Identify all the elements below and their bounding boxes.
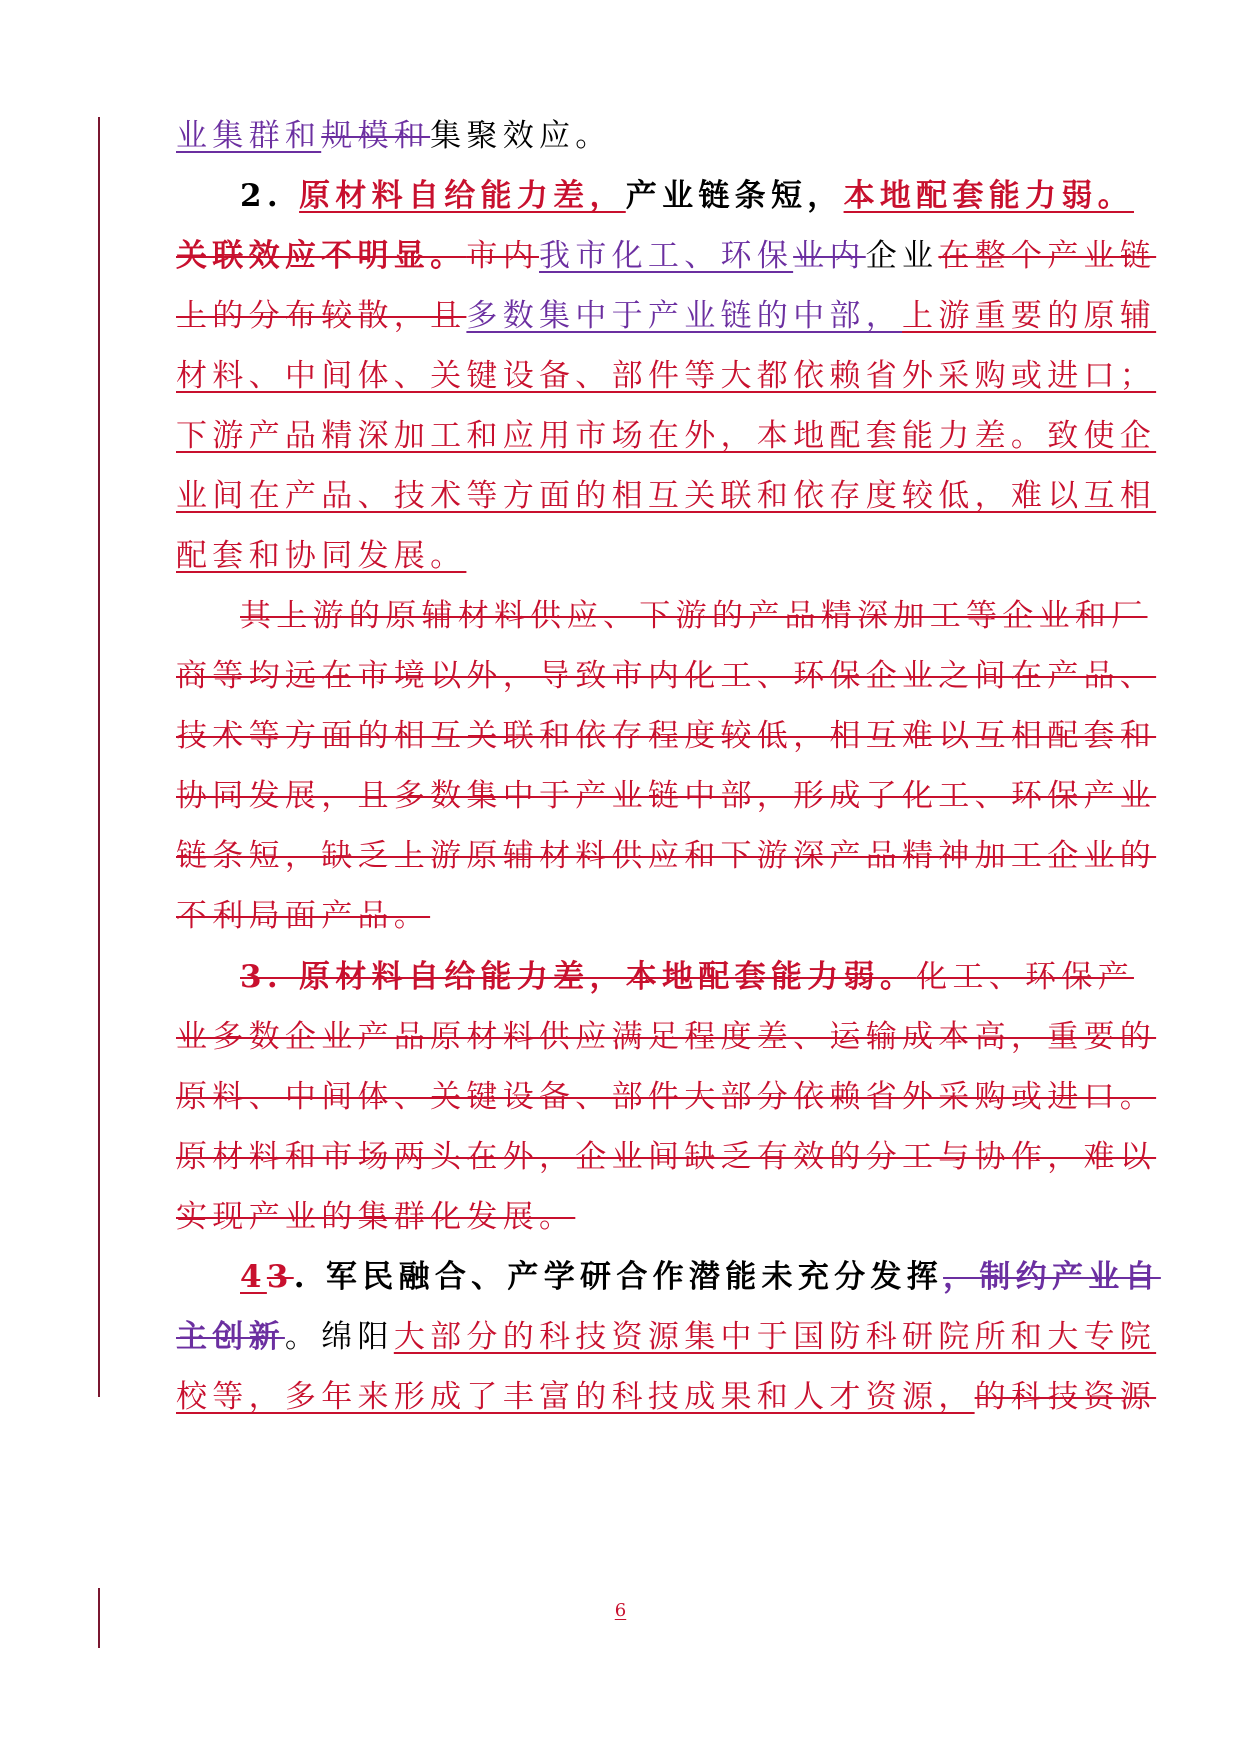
text-run: 其上游的原辅材料供应、下游的产品精深加工等企业和厂 xyxy=(240,598,1148,634)
text-line xyxy=(240,1244,1161,1310)
text-run: 。绵阳 xyxy=(284,1319,394,1355)
text-line xyxy=(176,103,1076,169)
page-number: 6 xyxy=(614,1600,627,1621)
text-run: 业多数企业产品原材料供应满足程度差、运输成本高，重要的 xyxy=(176,1019,1157,1055)
text-run: 技术等方面的相互关联和依存程度较低，相互难以互相配套和 xyxy=(176,718,1157,754)
text-run: 上游重要的原辅 xyxy=(902,298,1157,334)
text-run: 市内 xyxy=(466,238,540,274)
text-line xyxy=(176,343,1157,409)
text-run: 3. 原材料自给能力差，本地配套能力弱。 xyxy=(240,959,917,995)
text-line xyxy=(176,1184,1076,1250)
text-line xyxy=(176,403,1157,469)
text-run: 业内 xyxy=(793,238,866,274)
text-run: 集聚效应。 xyxy=(430,118,612,154)
text-run: 多数集中于产业链的中部， xyxy=(466,298,903,334)
text-run: 大部分的科技资源集中于国防科研院所和大专院 xyxy=(393,1319,1157,1355)
text-line xyxy=(176,1124,1157,1190)
text-run: 实现产业的集群化发展。 xyxy=(176,1199,576,1235)
text-run: 上的分布较散，且 xyxy=(176,298,467,334)
text-run: 产业链条短， xyxy=(625,178,844,214)
text-run: 原材料和市场两头在外，企业间缺乏有效的分工与协作，难以 xyxy=(176,1139,1157,1175)
text-line xyxy=(176,703,1157,769)
text-run: 原料、中间体、关键设备、部件大部分依赖省外采购或进口。 xyxy=(176,1079,1157,1115)
text-line xyxy=(240,944,1140,1010)
text-run: 我市化工、环保 xyxy=(539,238,794,274)
text-line xyxy=(176,1064,1157,1130)
text-run: 4 xyxy=(240,1259,267,1295)
text-run: 校等，多年来形成了丰富的科技成果和人才资源， xyxy=(176,1379,975,1415)
text-run: 化工、环保产 xyxy=(916,959,1134,995)
text-run: 企业 xyxy=(865,238,939,274)
text-run: 规模和 xyxy=(321,118,431,154)
text-line xyxy=(176,283,1157,349)
text-line xyxy=(176,223,1157,289)
text-line xyxy=(240,163,1140,229)
text-run: 协同发展，且多数集中于产业链中部，形成了化工、环保产业 xyxy=(176,778,1157,814)
text-line xyxy=(240,583,1148,649)
text-run: 下游产品精深加工和应用市场在外，本地配套能力差。致使企 xyxy=(176,418,1157,454)
text-line xyxy=(176,643,1157,709)
text-run: 配套和协同发展。 xyxy=(176,538,467,574)
text-line xyxy=(176,463,1157,529)
text-run: ，制约产业自 xyxy=(943,1259,1161,1295)
text-run: 主创新 xyxy=(176,1319,285,1355)
text-run: 原材料自给能力差， xyxy=(299,178,626,214)
text-line xyxy=(176,523,1076,589)
text-run: 的科技资源 xyxy=(974,1379,1157,1415)
text-run: 材料、中间体、关键设备、部件等大都依赖省外采购或进口； xyxy=(176,358,1157,394)
text-run: 本地配套能力弱。 xyxy=(843,178,1134,214)
text-line xyxy=(176,1364,1157,1430)
text-run: 在整个产业链 xyxy=(938,238,1157,274)
text-run: 2. xyxy=(240,178,300,214)
text-line xyxy=(176,883,1076,949)
text-line xyxy=(176,1004,1157,1070)
text-run: 不利局面产品。 xyxy=(176,898,431,934)
text-run: . 军民融合、产学研合作潜能未充分发挥 xyxy=(293,1259,944,1295)
revision-change-bar xyxy=(98,117,100,1397)
text-run: 商等均远在市境以外，导致市内化工、环保企业之间在产品、 xyxy=(176,658,1157,694)
text-line xyxy=(176,1304,1157,1370)
text-run: 3 xyxy=(266,1259,294,1295)
text-run: 链条短，缺乏上游原辅材料供应和下游深产品精神加工企业的 xyxy=(176,838,1157,874)
text-run: 关联效应不明显。 xyxy=(176,238,467,274)
text-run: 业集群和 xyxy=(176,118,322,154)
text-line xyxy=(176,763,1157,829)
text-line xyxy=(176,823,1157,889)
text-run: 业间在产品、技术等方面的相互关联和依存度较低，难以互相 xyxy=(176,478,1157,514)
